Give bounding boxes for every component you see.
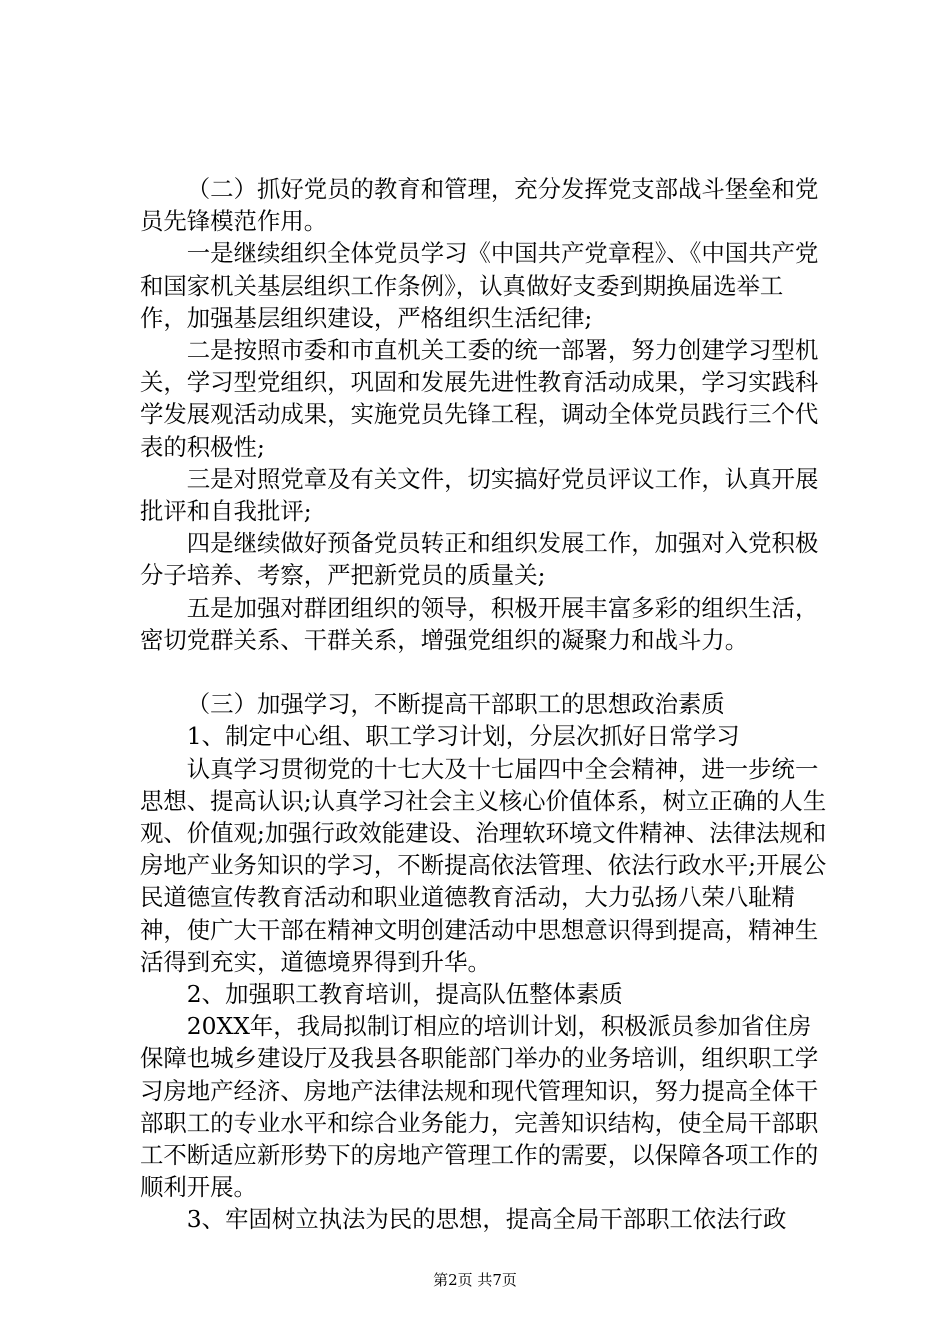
page-number-footer: 第2页 共7页 <box>433 1271 517 1289</box>
subheading-2: 2、加强职工教育培训，提高队伍整体素质 <box>186 980 623 1009</box>
paragraph-training: 20XX年，我局拟制订相应的培训计划，积极派员参加省住房保障也城乡建设厅及我县各职能部门举办的业务培训，组织职工学习房地产经济、房地产法律法规和现代管理知识，努力提高全体干部职工的专业水平和综合业务能力，完善知识结构，使全局干部职工不断适应新形势下的房地产管理工作的需要，以保障各项工作的顺利开展。 <box>140 1012 819 1202</box>
section-2-heading: （二）抓好党员的教育和管理，充分发挥党支部战斗堡垒和党员先锋模范作用。 <box>140 175 819 236</box>
subheading-1: 1、制定中心组、职工学习计划，分层次抓好日常学习 <box>186 722 740 751</box>
paragraph-item-3: 三是对照党章及有关文件，切实搞好党员评议工作，认真开展批评和自我批评; <box>140 464 819 526</box>
section-3-heading: （三）加强学习，不断提高干部职工的思想政治素质 <box>186 690 725 719</box>
paragraph-item-5: 五是加强对群团组织的领导，积极开展丰富多彩的组织生活，密切党群关系、干群关系，增强党组织的凝聚力和战斗力。 <box>140 593 819 654</box>
paragraph-item-1: 一是继续组织全体党员学习《中国共产党章程》、《中国共产党和国家机关基层组织工作条例》，认真做好支委到期换届选举工作，加强基层组织建设，严格组织生活纪律; <box>140 239 819 332</box>
document-body <box>140 173 830 1236</box>
subheading-3: 3、牢固树立执法为民的思想，提高全局干部职工依法行政 <box>186 1205 787 1234</box>
paragraph-item-2: 二是按照市委和市直机关工委的统一部署，努力创建学习型机关，学习型党组织，巩固和发展先进性教育活动成果，学习实践科学发展观活动成果，实施党员先锋工程，调动全体党员践行三个代表的积极性; <box>140 336 819 461</box>
paragraph-item-4: 四是继续做好预备党员转正和组织发展工作，加强对入党积极分子培养、考察，严把新党员的质量关; <box>140 529 819 590</box>
paragraph-study: 认真学习贯彻党的十七大及十七届四中全会精神，进一步统一思想、提高认识;认真学习社会主义核心价值体系，树立正确的人生观、价值观;加强行政效能建设、治理软环境文件精神、法律法规和房地产业务知识的学习，不断提高依法管理、依法行政水平;开展公民道德宣传教育活动和职业道德教育活动，大力弘扬八荣八耻精神，使广大干部在精神文明创建活动中思想意识得到提高，精神生活得到充实，道德境界得到升华。 <box>140 754 827 976</box>
